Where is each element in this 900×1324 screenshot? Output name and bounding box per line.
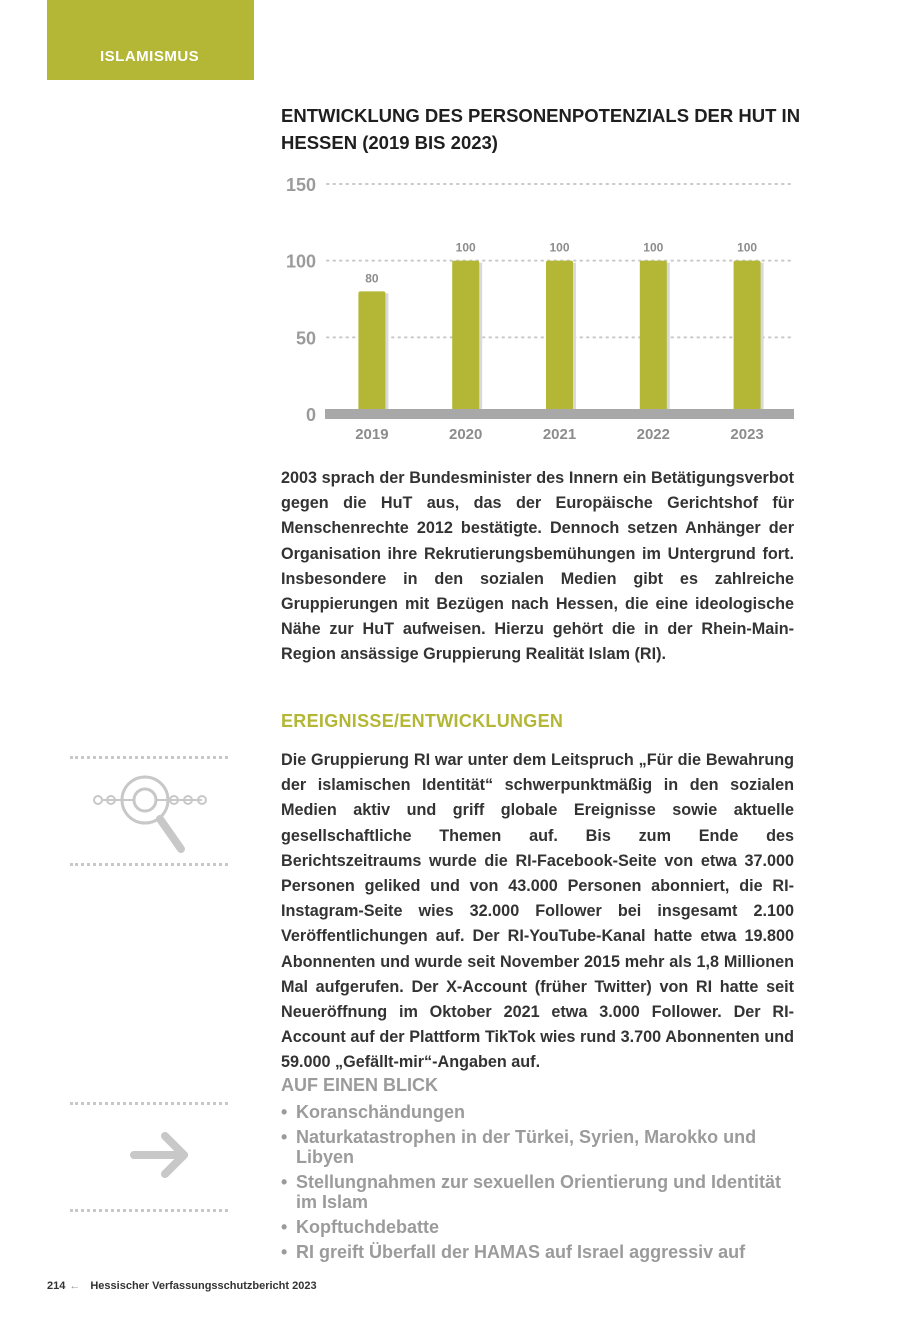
bar (640, 261, 667, 414)
bar (734, 261, 761, 414)
x-tick-label: 2021 (542, 426, 577, 443)
magnifier-icon (88, 772, 218, 856)
section-label: ISLAMISMUS (47, 0, 254, 80)
data-label: 80 (365, 271, 379, 286)
page-footer (47, 1280, 317, 1292)
list-item: • Koranschändungen (281, 1102, 801, 1122)
y-tick-label: 100 (285, 251, 316, 272)
list-item: • RI greift Überfall der HAMAS auf Israel aggressiv auf (281, 1242, 801, 1262)
page-number: 214 (47, 1280, 66, 1292)
x-tick-label: 2023 (730, 426, 764, 443)
x-tick-label: 2020 (449, 426, 483, 443)
list-item: • Kopftuchdebatte (281, 1217, 801, 1237)
x-tick-label: 2022 (636, 426, 670, 443)
y-tick-label: 50 (295, 328, 316, 349)
list-item: • Naturkatastrophen in der Türkei, Syrien, Marokko und Libyen (281, 1127, 801, 1167)
dotted-divider-top (70, 756, 228, 759)
publication-title: Hessischer Verfassungsschutzbericht 2023 (90, 1280, 317, 1292)
bar (546, 261, 573, 414)
arrow-right-icon (128, 1130, 192, 1180)
events-heading: EREIGNISSE/ENTWICKLUNGEN (281, 711, 564, 731)
data-label: 100 (643, 240, 664, 255)
y-tick-label: 0 (305, 405, 316, 425)
intro-paragraph: 2003 sprach der Bundesminister des Innern ein Betätigungsverbot gegen die HuT aus, das der Europäische Gerichtshof für Menschenrechte 2012 bestätigte. Dennoch setzen Anhänger der Organisation ihre Rekrutierungsbemühungen im Untergrund fort. Insbesondere in den sozialen Medien gibt es zahlreiche Gruppierungen mit Bezügen nach Hessen, die eine ideologische Nähe zur HuT aufweisen. Hierzu gehört die in der Rhein-Main-Region ansässige Gruppierung Realität Islam (RI). (281, 469, 794, 664)
at-a-glance-list (281, 1102, 801, 1262)
chart-title: ENTWICKLUNG DES PERSONENPOTENZIALS DER HUT IN HESSEN (2019 BIS 2023) (281, 105, 801, 153)
data-label: 100 (549, 240, 570, 255)
dotted-divider-bottom (70, 863, 228, 866)
x-tick-label: 2019 (355, 426, 389, 443)
bar (452, 261, 479, 414)
y-tick-label: 150 (285, 175, 316, 195)
at-a-glance-box (281, 1073, 801, 1262)
bar-chart (270, 168, 800, 453)
bar (358, 291, 385, 414)
list-item: • Stellungnahmen zur sexuellen Orientierung und Identität im Islam (281, 1172, 801, 1212)
page-arrow-icon: ← (69, 1280, 81, 1292)
data-label: 100 (737, 240, 758, 255)
at-a-glance-title: AUF EINEN BLICK (281, 1075, 438, 1095)
data-label: 100 (455, 240, 476, 255)
dotted-divider-top (70, 1102, 228, 1105)
x-axis-baseline (325, 409, 794, 419)
events-paragraph: Die Gruppierung RI war unter dem Leitspruch „Für die Bewahrung der islamischen Identität“ schwerpunktmäßig in den sozialen Medien aktiv und griff globale Ereignisse sowie aktuelle gesellschaftliche Themen auf. Bis zum Ende des Berichtszeitraums wurde die RI-Facebook-Seite von etwa 37.000 Personen geliked und von 43.000 Personen abonniert, die RI-Instagram-Seite wies 32.000 Follower bei insgesamt 2.100 Veröffentlichungen auf. Der RI-YouTube-Kanal hatte etwa 19.800 Abonnenten und wurde seit November 2015 mehr als 1,8 Millionen Mal aufgerufen. Der X-Account (früher Twitter) von RI hatte seit Neueröffnung im Oktober 2021 etwa 3.000 Follower. Der RI-Account auf der Plattform TikTok wies rund 3.700 Abonnenten und 59.000 „Gefällt-mir“-Angaben auf. (281, 751, 794, 1072)
dotted-divider-bottom (70, 1209, 228, 1212)
